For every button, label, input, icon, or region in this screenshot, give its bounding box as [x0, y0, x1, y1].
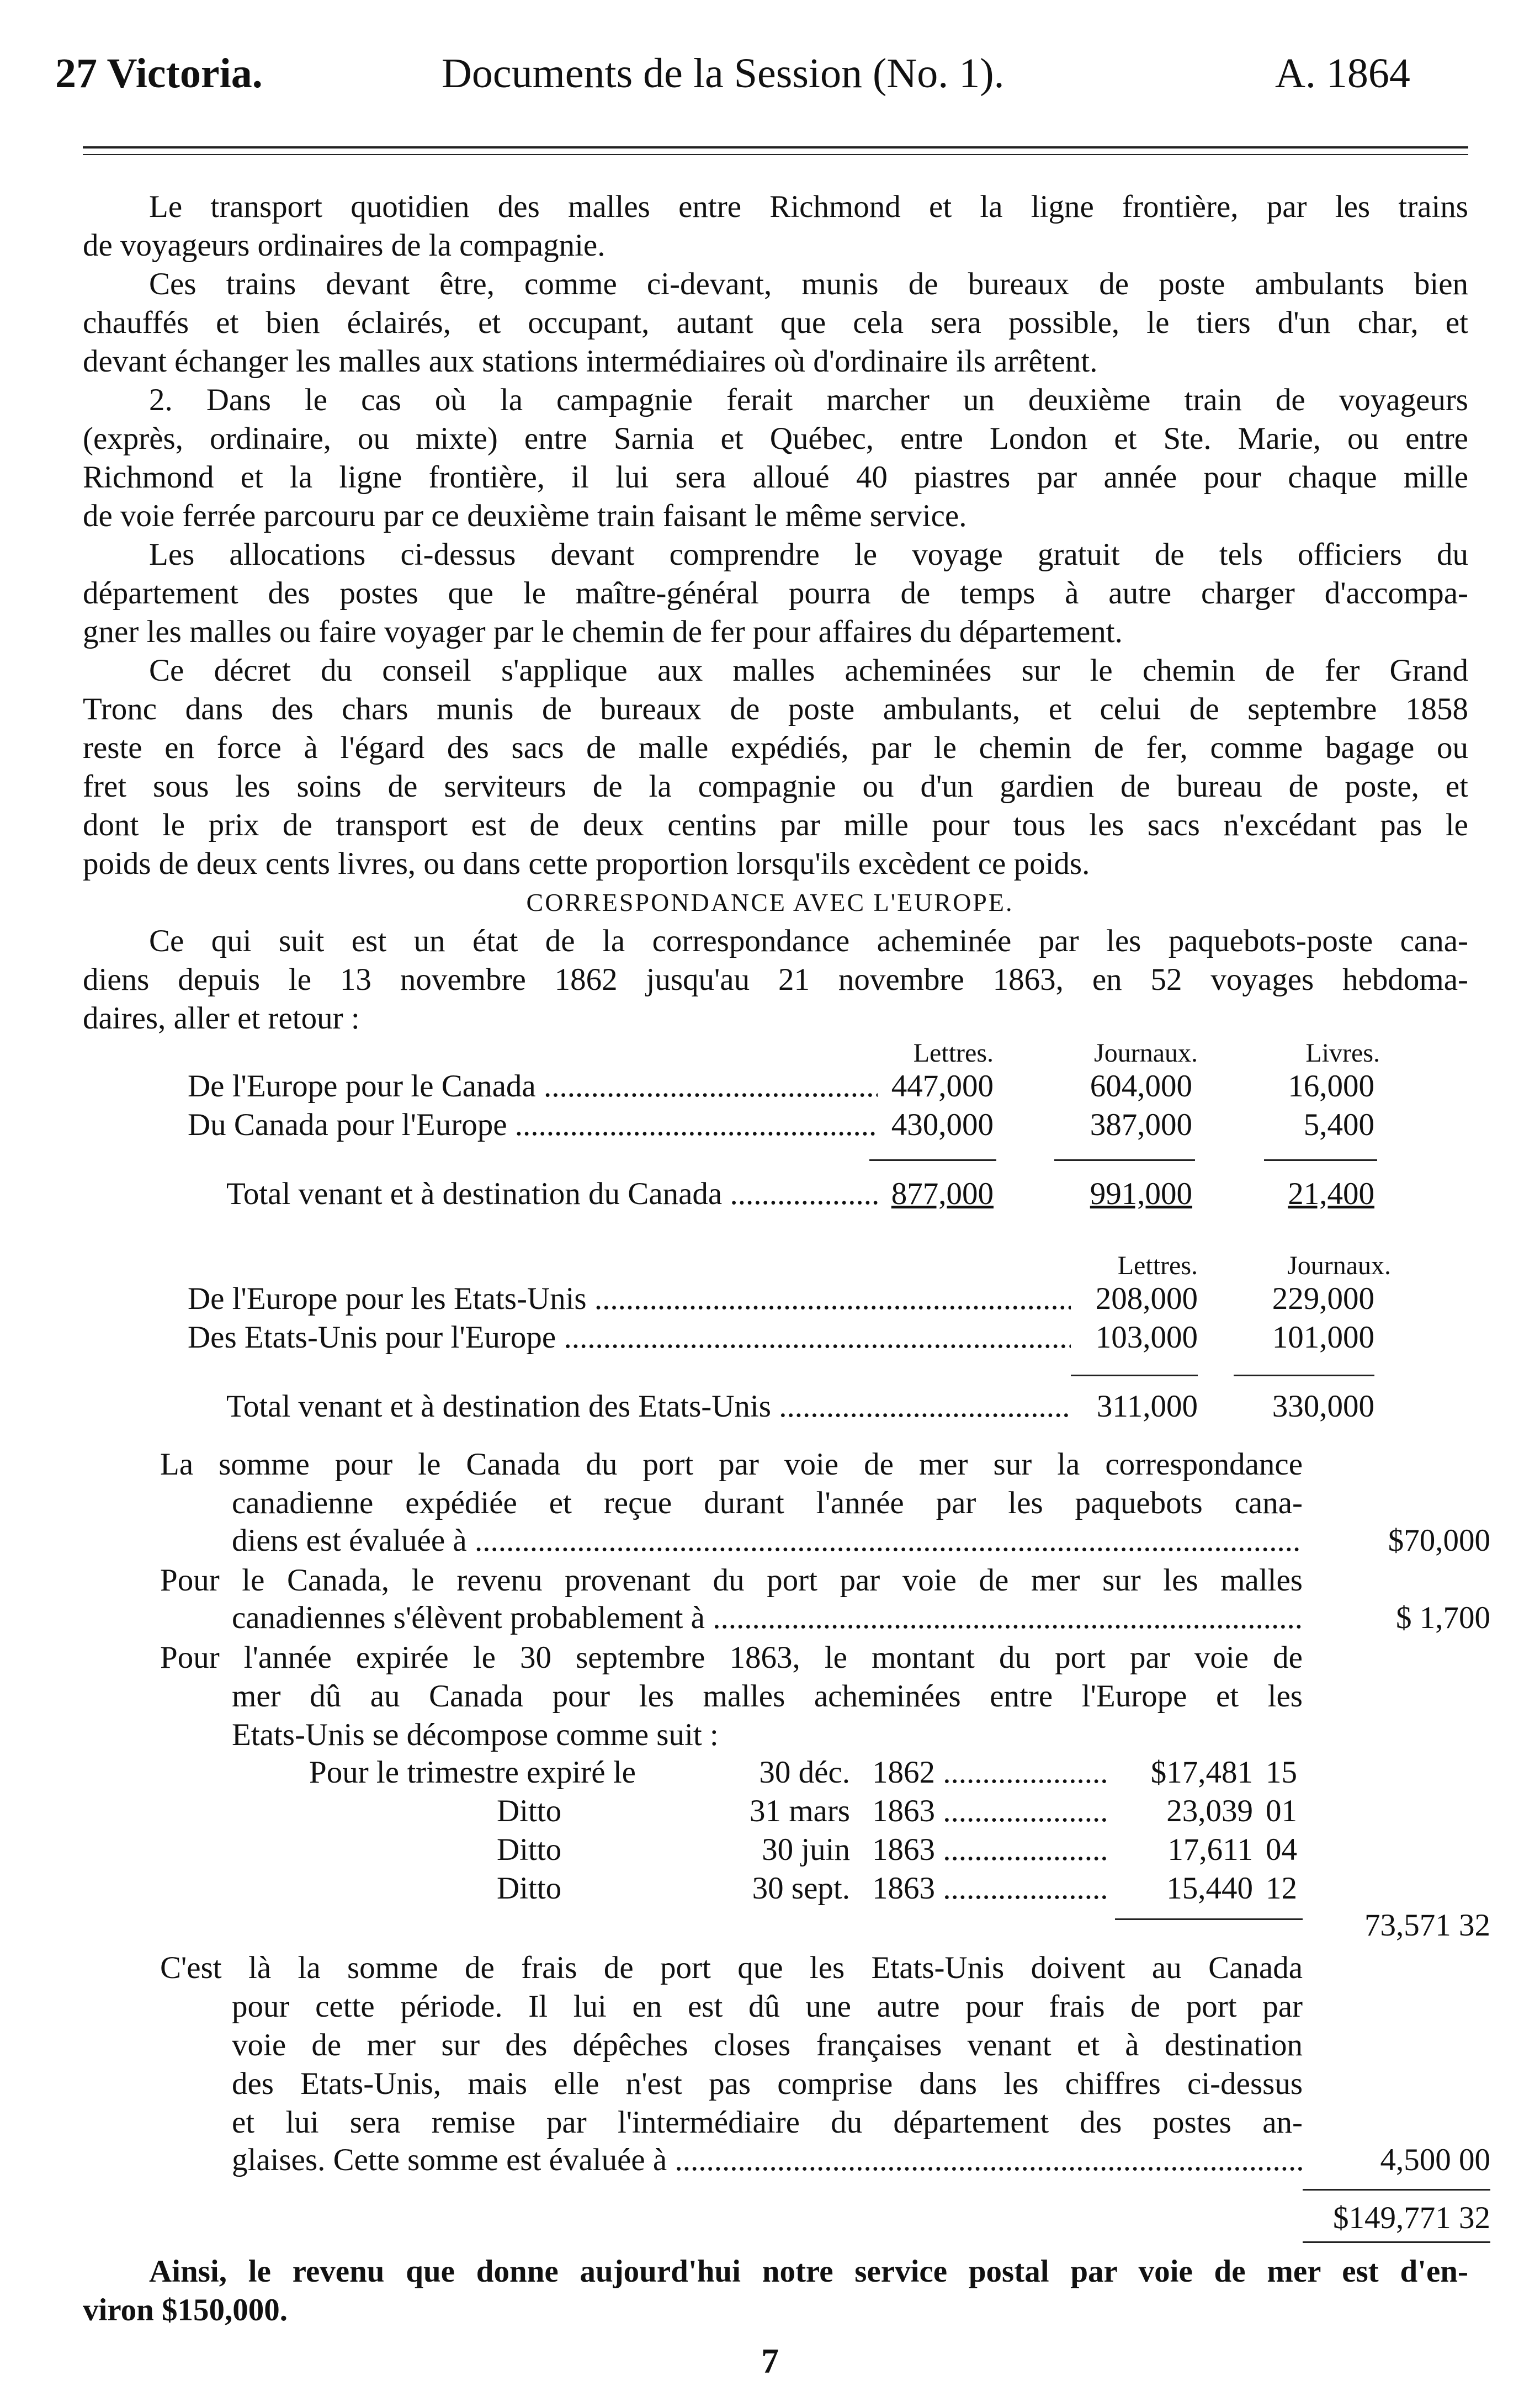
text-line: diens depuis le 13 novembre 1862 jusqu'au 21 novembre 1863, en 52 voyages hebdoma- — [83, 962, 1468, 997]
quarter-cents: 01 — [1266, 1794, 1297, 1828]
text-line: Tronc dans des chars munis de bureaux de poste ambulants, et celui de septembre 1858 — [83, 692, 1468, 727]
table-total-cell: 21,400 — [1288, 1176, 1374, 1211]
text-line: Etats-Unis se décompose comme suit : — [232, 1717, 719, 1752]
quarter-label: Ditto — [497, 1832, 562, 1867]
grand-total: $149,771 32 — [1333, 2200, 1490, 2235]
text-line: glaises. Cette somme est évaluée à ..... — [232, 2142, 1303, 2178]
table-total-cell: 330,000 — [1272, 1389, 1374, 1424]
table-cell: 208,000 — [1095, 1281, 1198, 1316]
table-cell: 229,000 — [1272, 1281, 1374, 1316]
quarter-year: 1863 ..... — [872, 1793, 1109, 1829]
table-total-cell: 991,000 — [1090, 1176, 1192, 1211]
text-line: mer dû au Canada pour les malles acheminées entre l'Europe et les — [232, 1679, 1303, 1714]
quarter-year: 1863 ..... — [872, 1870, 1109, 1906]
sum-rule — [1234, 1375, 1374, 1376]
quarter-year: 1863 ..... — [872, 1832, 1109, 1868]
text-line: (exprès, ordinaire, ou mixte) entre Sarnia et Québec, entre London et Ste. Marie, ou entre — [83, 421, 1468, 456]
text-line: canadienne expédiée et reçue durant l'année par les paquebots cana- — [232, 1486, 1303, 1520]
text-line: pour cette période. Il lui en est dû une autre pour frais de port par — [232, 1989, 1303, 2024]
table-row-label: Du Canada pour l'Europe ..... — [188, 1107, 878, 1143]
sum-rule — [869, 1159, 996, 1161]
text-line: Les allocations ci-dessus devant comprendre le voyage gratuit de tels officiers du — [149, 537, 1468, 572]
text-line: 2. Dans le cas où la campagnie ferait marcher un deuxième train de voyageurs — [149, 383, 1468, 417]
grand-total-rule — [1303, 2189, 1490, 2191]
column-header: Livres. — [1305, 1038, 1380, 1068]
quarter-dollars: $17,481 — [1150, 1755, 1253, 1790]
quarter-label: Ditto — [497, 1794, 562, 1828]
column-header: Journaux. — [1287, 1251, 1391, 1280]
text-line: des Etats-Unis, mais elle n'est pas comprise dans les chiffres ci-dessus — [232, 2066, 1303, 2101]
text-line: chauffés et bien éclairés, et occupant, autant que cela sera possible, le tiers d'un char, et — [83, 305, 1468, 340]
text-line: fret sous les soins de serviteurs de la compagnie ou d'un gardien de bureau de poste, et — [83, 769, 1468, 804]
sum-rule — [1264, 1159, 1377, 1161]
text-line: dont le prix de transport est de deux centins par mille pour tous les sacs n'excédant pas le — [83, 808, 1468, 842]
text-line: poids de deux cents livres, ou dans cette proportion lorsqu'ils excèdent ce poids. — [83, 846, 1090, 881]
text-line: Pour l'année expirée le 30 septembre 1863, le montant du port par voie de — [160, 1640, 1303, 1675]
text-line: C'est là la somme de frais de port que les Etats-Unis doivent au Canada — [160, 1950, 1303, 1985]
table-cell: 16,000 — [1288, 1069, 1374, 1104]
page-number: 7 — [761, 2341, 779, 2380]
sum-rule — [1115, 1918, 1303, 1920]
table-cell: 101,000 — [1272, 1320, 1374, 1355]
section-title: CORRESPONDANCE AVEC L'EUROPE. — [526, 888, 1014, 916]
text-line: Pour le Canada, le revenu provenant du port par voie de mer sur les malles — [160, 1563, 1303, 1598]
header-rule — [83, 146, 1468, 149]
table-cell: 5,400 — [1303, 1107, 1374, 1142]
text-line: Ces trains devant être, comme ci-devant, munis de bureaux de poste ambulants bien — [149, 267, 1468, 301]
conclusion-line: viron $150,000. — [83, 2293, 288, 2327]
text-line: de voie ferrée parcouru par ce deuxième train faisant le même service. — [83, 499, 967, 533]
table-cell: 430,000 — [891, 1107, 994, 1142]
header-center: Documents de la Session (No. 1). — [442, 50, 1005, 97]
quarter-date: 30 juin — [762, 1832, 850, 1867]
text-line: diens est évaluée à ..... — [232, 1523, 1303, 1558]
text-line: reste en force à l'égard des sacs de malle expédiés, par le chemin de fer, comme bagage ou — [83, 730, 1468, 765]
table-total-label: Total venant et à destination du Canada ..... — [226, 1176, 878, 1212]
header-left: 27 Victoria. — [55, 50, 263, 97]
table-cell: 447,000 — [891, 1069, 994, 1104]
quarter-date: 30 déc. — [759, 1755, 850, 1790]
text-line: La somme pour le Canada du port par voie de mer sur la correspondance — [160, 1447, 1303, 1482]
text-line: de voyageurs ordinaires de la compagnie. — [83, 228, 606, 263]
quarter-label: Pour le trimestre expiré le — [309, 1755, 636, 1790]
text-line: canadiennes s'élèvent probablement à ..... — [232, 1600, 1303, 1636]
amount: $ 1,700 — [1396, 1600, 1490, 1635]
quarter-dollars: 17,611 — [1167, 1832, 1253, 1867]
table-cell: 604,000 — [1090, 1069, 1192, 1104]
conclusion-line: Ainsi, le revenu que donne aujourd'hui notre service postal par voie de mer est d'en- — [149, 2254, 1468, 2289]
text-line: gner les malles ou faire voyager par le chemin de fer pour affaires du département. — [83, 614, 1123, 649]
quarter-label: Ditto — [497, 1871, 562, 1906]
table-row-label: De l'Europe pour les Etats-Unis ..... — [188, 1281, 1071, 1317]
quarter-dollars: 23,039 — [1166, 1794, 1253, 1828]
text-line: Ce qui suit est un état de la correspondance acheminée par les paquebots-poste cana- — [149, 924, 1468, 958]
column-header: Journaux. — [1094, 1038, 1198, 1068]
quarter-cents: 04 — [1266, 1832, 1297, 1867]
column-header: Lettres. — [1117, 1251, 1198, 1280]
text-line: département des postes que le maître-général pourra de temps à autre charger d'accompa- — [83, 576, 1468, 611]
quarter-date: 31 mars — [749, 1794, 850, 1828]
table-total-cell: 311,000 — [1096, 1389, 1198, 1424]
table-total-label: Total venant et à destination des Etats-Unis ..... — [226, 1388, 1071, 1424]
table-row-label: Des Etats-Unis pour l'Europe ..... — [188, 1319, 1071, 1355]
quarter-cents: 15 — [1266, 1755, 1297, 1790]
text-line: daires, aller et retour : — [83, 1001, 360, 1036]
column-header: Lettres. — [913, 1038, 994, 1068]
amount: 4,500 00 — [1380, 2143, 1490, 2177]
table-cell: 103,000 — [1095, 1320, 1198, 1355]
quarter-year: 1862 ..... — [872, 1754, 1109, 1790]
text-line: et lui sera remise par l'intermédiaire du département des postes an- — [232, 2105, 1303, 2140]
text-line: Ce décret du conseil s'applique aux malles acheminées sur le chemin de fer Grand — [149, 653, 1468, 688]
quarter-cents: 12 — [1266, 1871, 1297, 1906]
text-line: voie de mer sur des dépêches closes françaises venant et à destination — [232, 2028, 1303, 2062]
sum-rule — [1054, 1159, 1195, 1161]
text-line: Le transport quotidien des malles entre Richmond et la ligne frontière, par les trains — [149, 189, 1468, 224]
subtotal: 73,571 32 — [1364, 1908, 1490, 1943]
header-rule-thin — [83, 154, 1468, 155]
text-line: Richmond et la ligne frontière, il lui sera alloué 40 piastres par année pour chaque mille — [83, 460, 1468, 495]
table-total-cell: 877,000 — [891, 1176, 994, 1211]
quarter-date: 30 sept. — [752, 1871, 850, 1906]
sum-rule — [1071, 1375, 1198, 1376]
text-line: devant échanger les malles aux stations intermédiaires où d'ordinaire ils arrêtent. — [83, 344, 1098, 379]
grand-total-rule — [1303, 2241, 1490, 2243]
amount: $70,000 — [1388, 1523, 1490, 1558]
table-row-label: De l'Europe pour le Canada ..... — [188, 1068, 878, 1104]
header-right: A. 1864 — [1275, 50, 1410, 97]
table-cell: 387,000 — [1090, 1107, 1192, 1142]
quarter-dollars: 15,440 — [1166, 1871, 1253, 1906]
